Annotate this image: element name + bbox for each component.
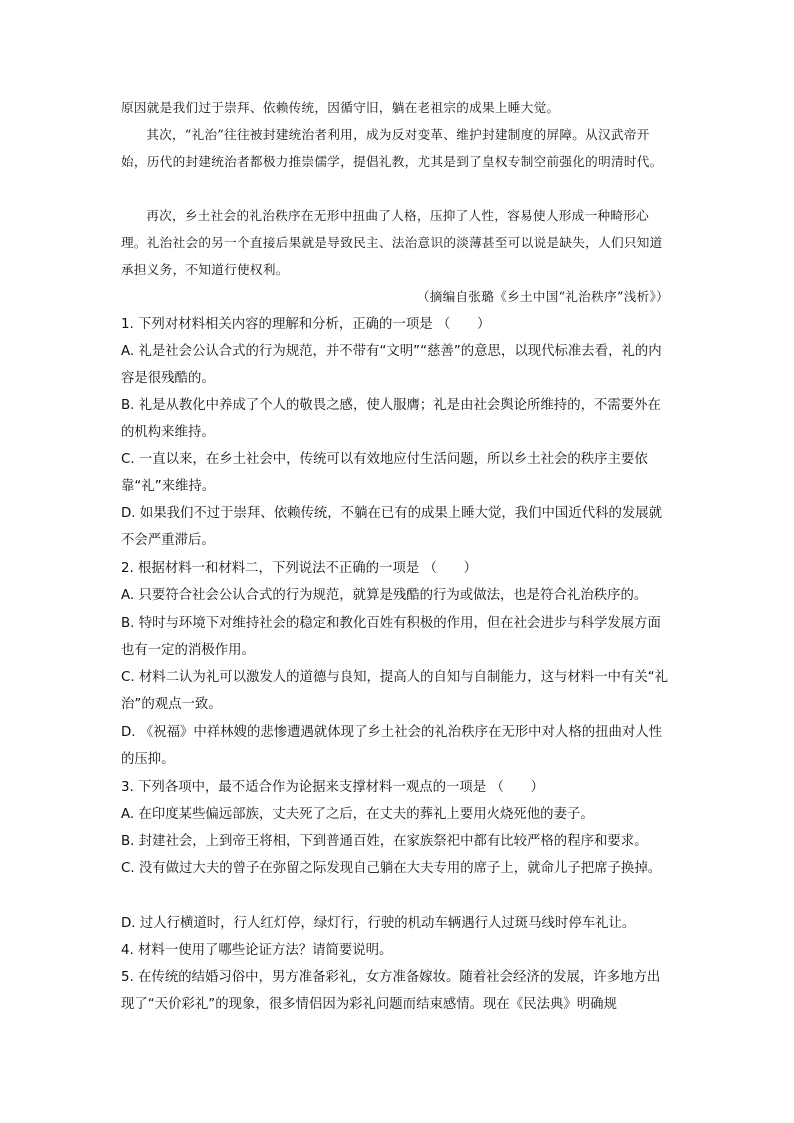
question-2-option-b: B. 特时与环境下对维持社会的稳定和教化百姓有积极的作用，但在社会进步与科学发展方面也有一定的消极作用。	[121, 616, 661, 658]
question-2-option-c: C. 材料二认为礼可以激发人的道德与良知，提高人的自知与自制能力，这与材料一中有关“礼治”的观点一致。	[121, 670, 669, 712]
question-4-stem: 4. 材料一使用了哪些论证方法？请简要说明。	[121, 943, 393, 958]
passage-paragraph-2: 其次，“礼治”往往被封建统治者利用，成为反对变革、维护封建制度的屏障。从汉武帝开始，历代的封建统治者都极力推崇儒学，提倡礼教，尤其是到了皇权专制空前强化的明清时代。	[121, 127, 663, 169]
question-3-option-d: D. 过人行横道时，行人红灯停，绿灯行，行驶的机动车辆遇行人过斑马线时停车礼让。	[121, 916, 636, 931]
passage-paragraph-3: 再次，乡土社会的礼治秩序在无形中扭曲了人格，压抑了人性，容易使人形成一种畸形心理。礼治社会的另一个直接后果就是导致民主、法治意识的淡薄甚至可以说是缺失，人们只知道承担义务，不知道行使权利。	[121, 208, 663, 277]
question-1-option-d: D. 如果我们不过于崇拜、依赖传统，不躺在已有的成果上睡大觉，我们中国近代科的发展就不会严重滞后。	[121, 506, 663, 548]
question-3-option-c: C. 没有做过大夫的曾子在弥留之际发现自己躺在大夫专用的席子上，就命儿子把席子换掉。	[121, 861, 662, 876]
passage-line: 原因就是我们过于崇拜、依赖传统，因循守旧，躺在老祖宗的成果上睡大觉。	[121, 100, 560, 115]
question-5-stem: 5. 在传统的结婚习俗中，男方准备彩礼，女方准备嫁妆。随着社会经济的发展，许多地方出现了“天价彩礼”的现象，很多情侣因为彩礼问题而结束感情。现在《民法典》明确规	[121, 970, 661, 1012]
question-3-option-b: B. 封建社会，上到帝王将相，下到普通百姓，在家族祭祀中都有比较严格的程序和要求。	[121, 834, 648, 849]
passage-source: （摘编自张璐《乡土中国“礼治秩序”浅析》）	[416, 289, 669, 304]
question-2-stem: 2. 根据材料一和材料二，下列说法不正确的一项是 （ ）	[121, 561, 478, 576]
question-1-option-c: C. 一直以来，在乡土社会中，传统可以有效地应付生活问题，所以乡土社会的秩序主要依靠“礼”来维持。	[121, 452, 648, 494]
question-2-option-a: A. 只要符合社会公认合式的行为规范，就算是残酷的行为或做法，也是符合礼治秩序的。	[121, 588, 648, 603]
question-1-option-b: B. 礼是从教化中养成了个人的敬畏之感，使人服膺；礼是由社会舆论所维持的，不需要外在的机构来维持。	[121, 398, 661, 440]
question-3-stem: 3. 下列各项中，最不适合作为论据来支撑材料一观点的一项是 （ ）	[121, 780, 545, 795]
question-1-option-a: A. 礼是社会公认合式的行为规范，并不带有“文明”“慈善”的意思，以现代标准去看，礼的内容是很残酷的。	[121, 344, 662, 386]
question-1-stem: 1. 下列对材料相关内容的理解和分析，正确的一项是 （ ）	[121, 317, 491, 332]
question-3-option-a: A. 在印度某些偏远部族，丈夫死了之后，在丈夫的葬礼上要用火烧死他的妻子。	[121, 807, 594, 822]
question-2-option-d: D. 《祝福》中祥林嫂的悲惨遭遇就体现了乡土社会的礼治秩序在无形中对人格的扭曲对人性的压抑。	[121, 725, 663, 767]
